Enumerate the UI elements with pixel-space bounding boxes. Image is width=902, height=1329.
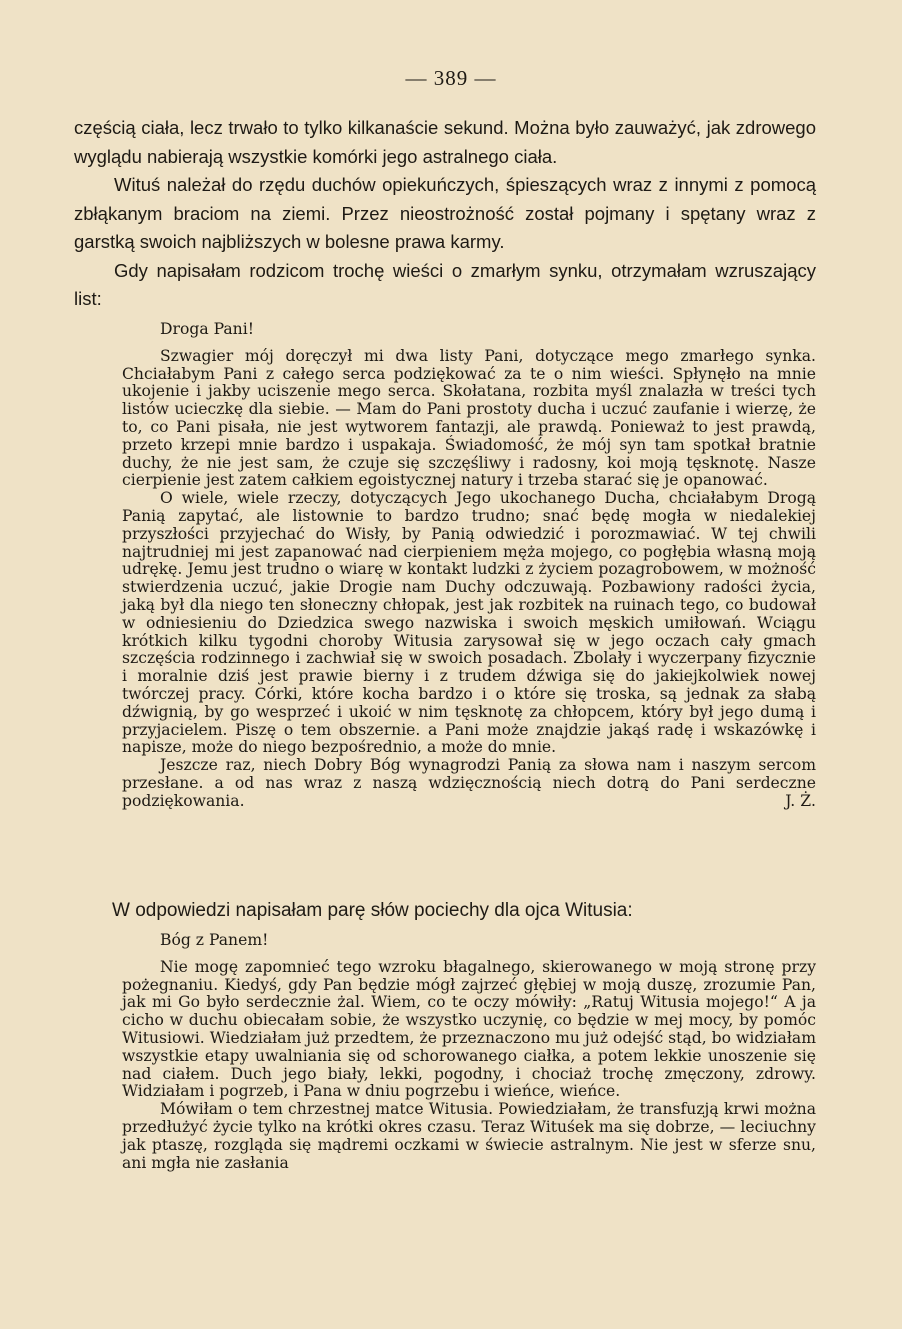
letter2-paragraph-2: Mówiłam o tem chrzestnej matce Witusia. Powiedziałam, że transfuzją krwi można przedłużyć życie tylko na krótki okres czasu. Teraz Wituśek ma się dobrze, — leciuchny jak ptaszę, rozgląda się mądremi oczkami w świecie astralnym. Nie jest w sferze snu, ani mgła nie zasłania <box>122 1100 816 1172</box>
letter2-paragraph-1: Nie mogę zapomnieć tego wzroku błagalnego, skierowanego w moją stronę przy pożegnaniu. Kiedyś, gdy Pan będzie mógł zajrzeć głębiej w moją duszę, zrozumie Pan, jak mi Go było serdecznie żal. Wiem, co te oczy mówiły: „Ratuj Witusia mojego!“ A ja cicho w duchu obiecałam sobie, że wszystko uczynię, co będzie w mej mocy, by pomóc Witusiowi. Wiedziałam już przedtem, że przeznaczono mu już odejść stąd, bo widziałam wszystkie etapy uwalniania się od schorowanego ciałka, a potem lekkie unoszenie się nad ciałem. Duch jego biały, lekki, pogodny, i chociaż trochę zmęczony, zdrowy. Widziałam i pogrzeb, i Pana w dniu pogrzebu i wieńce, wieńce. <box>122 957 816 1101</box>
letter1-paragraph-1: Szwagier mój doręczył mi dwa listy Pani, dotyczące mego zmarłego synka. Chciałabym Pani z całego serca podziękować za te o nim wieści. Spłynęło na mnie ukojenie i jakby uciszenie mego serca. Skołatana, rozbita myśl znalazła w treści tych listów ucieczkę dla siebie. — Mam do Pani prostoty ducha i uczuć zaufanie i wierzę, że to, co Pani pisała, nie jest wytworem fantazji, ale prawdą. Ponieważ to jest prawdą, przeto krzepi mnie bardzo i uspakaja. Świadomość, że mój syn tam spotkał bratnie duchy, że nie jest sam, że czuje się szczęśliwy i radosny, koi moją tęsknotę. Nasze cierpienie jest zatem całkiem egoistycznej natury i trzeba starać się je opanować. <box>122 346 816 490</box>
letter1-paragraph-2: O wiele, wiele rzeczy, dotyczących Jego ukochanego Ducha, chciałabym Drogą Panią zapytać, ale listownie to bardzo trudno; snać będę mogła w niedalekiej przyszłości przyjechać do Wisły, by Panią odwiedzić i porozmawiać. W tej chwili najtrudniej mi jest zapanować nad cierpieniem męża mojego, co pogłębia własną moją udrękę. Jemu jest trudno o wiarę w kontakt ludzki z życiem pozagrobowem, w możność stwierdzenia uczuć, jakie Drogie nam Duchy odczuwają. Pozbawiony radości życia, jaką był dla niego ten słoneczny chłopak, jest jak rozbitek na ruinach tego, co budował w odniesieniu do Dziedzica swego nazwiska i swoich męskich umiłowań. Wciągu krótkich kilku tygodni choroby Witusia zarysował się w jego oczach cały gmach szczęścia rodzinnego i zachwiał się w swoich posadach. Zbolały i wyczerpany fizycznie i moralnie dziś jest prawie bierny i z trudem dźwiga się do jakiejkolwiek nowej twórczej pracy. Córki, które kocha bardzo i o które się troska, są jednak za słabą dźwignią, by go wesprzeć i ukoić w nim tęsknotę za chłopcem, który był jego dumą i przyjacielem. Piszę o tem obszernie. a Pani może znajdzie jakąś radę i wskazówkę i napisze, może do niego bezpośrednio, a może do mnie. <box>122 489 816 757</box>
letter1-signature: J. Ż. <box>785 791 816 810</box>
intro-section <box>74 114 816 314</box>
reply-heading: W odpowiedzi napisałam parę słów pociechy dla ojca Witusia: <box>112 900 633 921</box>
intro-paragraph-1: częścią ciała, lecz trwało to tylko kilkanaście sekund. Można było zauważyć, jak zdrowego wyglądu nabierają wszystkie komórki jego astralnego ciała. <box>74 117 816 167</box>
letter1-paragraph-3: Jeszcze raz, niech Dobry Bóg wynagrodzi Panią za słowa nam i naszym sercom przesłane. a od nas wraz z naszą wdzięcznością niech dotrą do Pani serdeczne podziękowania. <box>122 756 816 810</box>
letter-to-father <box>122 932 816 1172</box>
page-number: — 389 — <box>405 66 497 90</box>
letter2-salutation: Bóg z Panem! <box>160 931 269 949</box>
letter-from-mother <box>122 321 816 811</box>
intro-paragraph-3: Gdy napisałam rodzicom trochę wieści o zmarłym synku, otrzymałam wzruszający list: <box>74 259 816 309</box>
letter1-salutation: Droga Pani! <box>160 320 254 338</box>
intro-paragraph-2: Wituś należał do rzędu duchów opiekuńczych, śpieszących wraz z innymi z pomocą zbłąkanym braciom na ziemi. Przez nieostrożność został pojmany i spętany wraz z garstką swoich najbliższych w bolesne prawa karmy. <box>74 174 816 252</box>
